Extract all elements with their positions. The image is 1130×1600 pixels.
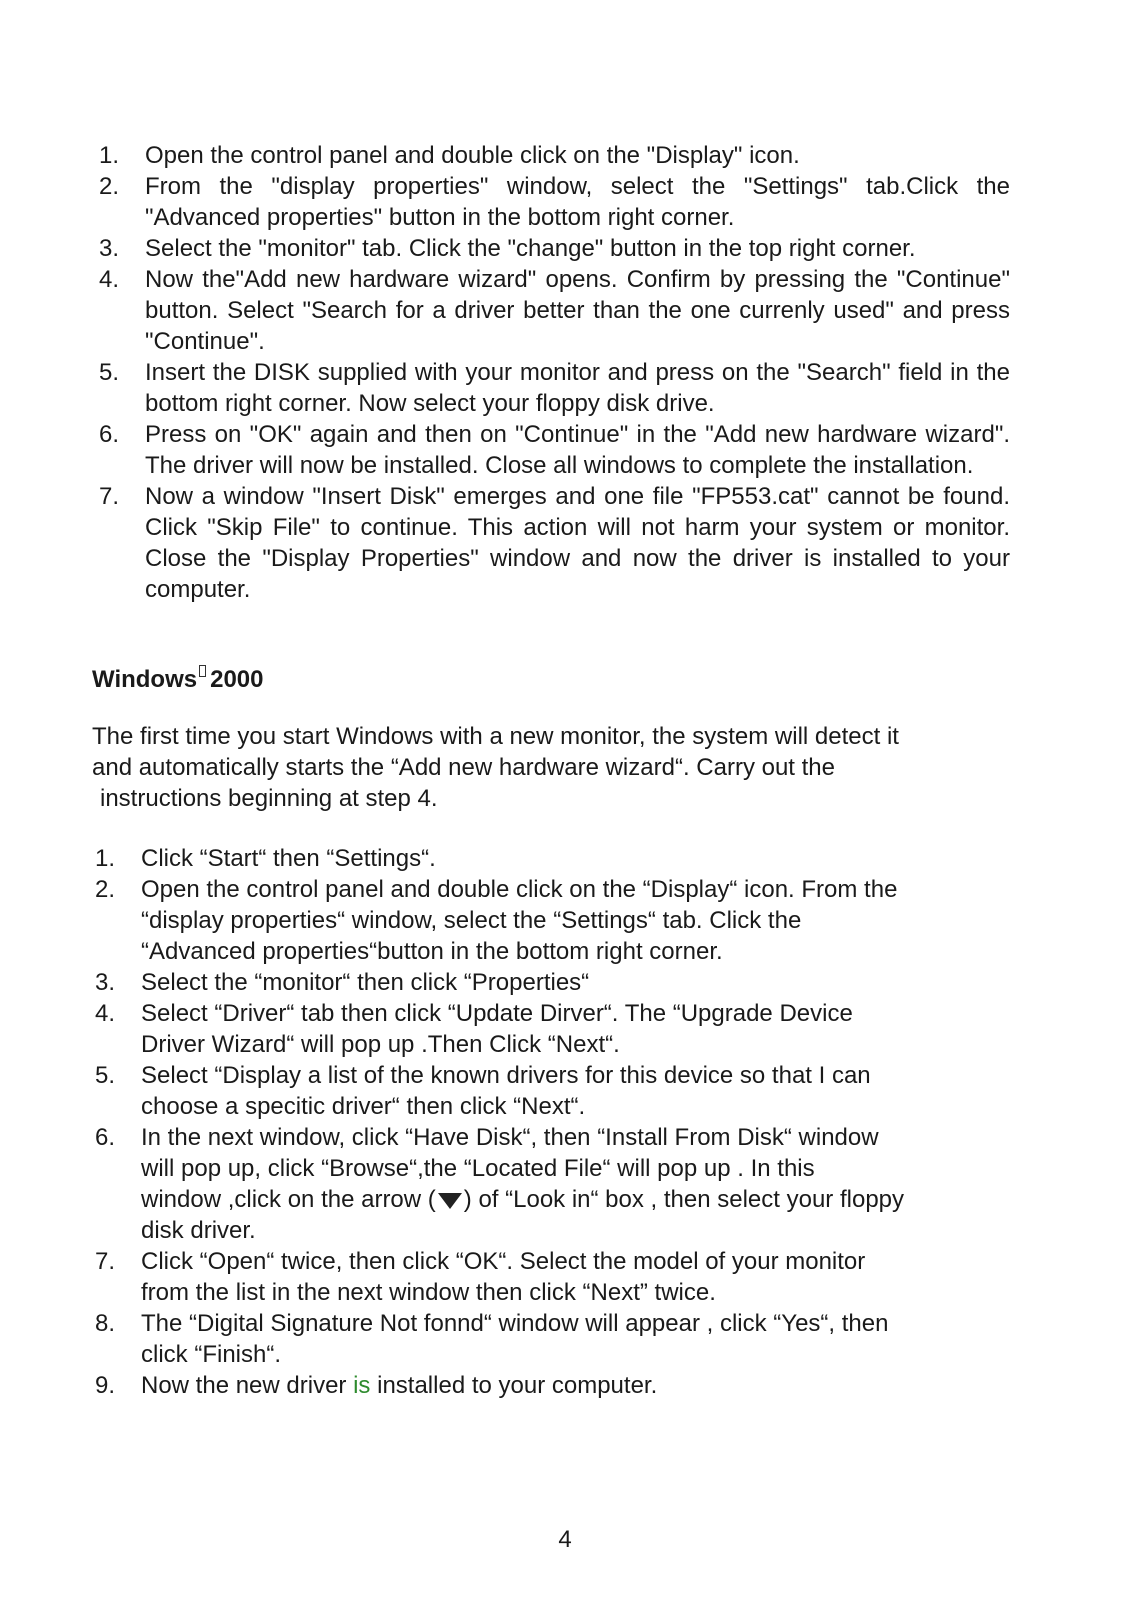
step-number: 6. [99, 421, 120, 448]
step-text: Now the new driver [141, 1372, 354, 1399]
list-item [99, 171, 1010, 233]
step-line: will pop up, click “Browse“,the “Located File“ will pop up . In this [141, 1155, 815, 1182]
step-line: Open the control panel and double click on the “Display“ icon. From the [141, 876, 898, 903]
step-number: 1. [99, 142, 120, 169]
list-item [95, 967, 1021, 998]
list-item [95, 1060, 1021, 1122]
step-number: 7. [99, 483, 120, 510]
list-item [95, 1246, 1021, 1308]
step-line-segment: window ,click on the arrow ( [141, 1186, 436, 1213]
step-number: 8. [95, 1310, 116, 1337]
step-line: click “Finish“. [141, 1341, 282, 1368]
list-item [99, 481, 1010, 605]
step-text: Open the control panel and double click on the "Display" icon. [145, 142, 800, 169]
list-item [99, 233, 1010, 264]
step-number: 3. [95, 969, 116, 996]
list-item [99, 140, 1010, 171]
step-number: 2. [95, 876, 116, 903]
step-number: 4. [99, 266, 120, 293]
heading-prefix: Windows [92, 666, 198, 693]
step-line: Driver Wizard“ will pop up .Then Click “Next“. [141, 1031, 620, 1058]
step-line: The “Digital Signature Not fonnd“ window will appear , click “Yes“, then [141, 1310, 889, 1337]
step-line: disk driver. [141, 1217, 256, 1244]
step-text: From the "display properties" window, select the "Settings" tab.Click the "Advanced properties" button in the bottom right corner. [145, 173, 1010, 231]
list-item [95, 1122, 1021, 1246]
step-number: 4. [95, 1000, 116, 1027]
step-line: from the list in the next window then click “Next” twice. [141, 1279, 716, 1306]
list-item [95, 1308, 1021, 1370]
windows-install-steps-list [99, 140, 1010, 605]
intro-line: instructions beginning at step 4. [100, 785, 438, 812]
step-number: 2. [99, 173, 120, 200]
step-text: Click “Start“ then “Settings“. [141, 845, 436, 872]
step-number: 3. [99, 235, 120, 262]
list-item [99, 264, 1010, 357]
highlighted-word: is [353, 1372, 371, 1399]
intro-line: The first time you start Windows with a new monitor, the system will detect it [92, 723, 899, 750]
step-text: Now a window "Insert Disk" emerges and one file "FP553.cat" cannot be found. Click "Skip File" to continue. This action will not harm your system or monitor. Close the "Display Properties" window and now the driver is installed to your computer. [145, 483, 1010, 603]
list-item [95, 998, 1021, 1060]
list-item [95, 874, 1021, 967]
step-line: Click “Open“ twice, then click “OK“. Select the model of your monitor [141, 1248, 866, 1275]
step-text: Select the "monitor" tab. Click the "change" button in the top right corner. [145, 235, 916, 262]
step-line: “display properties“ window, select the “Settings“ tab. Click the [141, 907, 802, 934]
step-text: Insert the DISK supplied with your monitor and press on the "Search" field in the bottom right corner. Now select your floppy disk drive. [145, 359, 1010, 417]
step-number: 7. [95, 1248, 116, 1275]
dropdown-arrow-icon [438, 1193, 462, 1209]
section-heading-windows-2000 [92, 664, 264, 695]
heading-suffix: 2000 [210, 666, 264, 693]
step-text: Press on "OK" again and then on "Continue" in the "Add new hardware wizard". The driver will now be installed. Close all windows to complete the installation. [145, 421, 1010, 479]
list-item [95, 1370, 1021, 1401]
list-item [99, 357, 1010, 419]
step-line: In the next window, click “Have Disk“, then “Install From Disk“ window [141, 1124, 879, 1151]
step-number: 5. [95, 1062, 116, 1089]
windows-2000-steps-list [95, 843, 1021, 1401]
step-text: Now the"Add new hardware wizard" opens. Confirm by pressing the "Continue" button. Select "Search for a driver better than the one currenly used" and press "Continue". [145, 266, 1010, 355]
page-number: 4 [558, 1526, 572, 1553]
step-line: Select “Driver“ tab then click “Update Dirver“. The “Upgrade Device [141, 1000, 853, 1027]
registered-mark-icon [199, 665, 206, 677]
step-line: Select “Display a list of the known drivers for this device so that I can [141, 1062, 871, 1089]
step-text: installed to your computer. [370, 1372, 658, 1399]
step-text: Select the “monitor“ then click “Properties“ [141, 969, 590, 996]
list-item [99, 419, 1010, 481]
list-item [95, 843, 1021, 874]
intro-line: and automatically starts the “Add new hardware wizard“. Carry out the [92, 754, 836, 781]
step-line: “Advanced properties“button in the bottom right corner. [141, 938, 723, 965]
step-number: 5. [99, 359, 120, 386]
step-line [141, 1184, 1021, 1215]
step-number: 1. [95, 845, 116, 872]
step-line: choose a specitic driver“ then click “Next“. [141, 1093, 586, 1120]
step-number: 9. [95, 1372, 116, 1399]
step-number: 6. [95, 1124, 116, 1151]
step-line-segment: ) of “Look in“ box , then select your floppy [463, 1186, 905, 1213]
intro-paragraph [92, 721, 1022, 814]
